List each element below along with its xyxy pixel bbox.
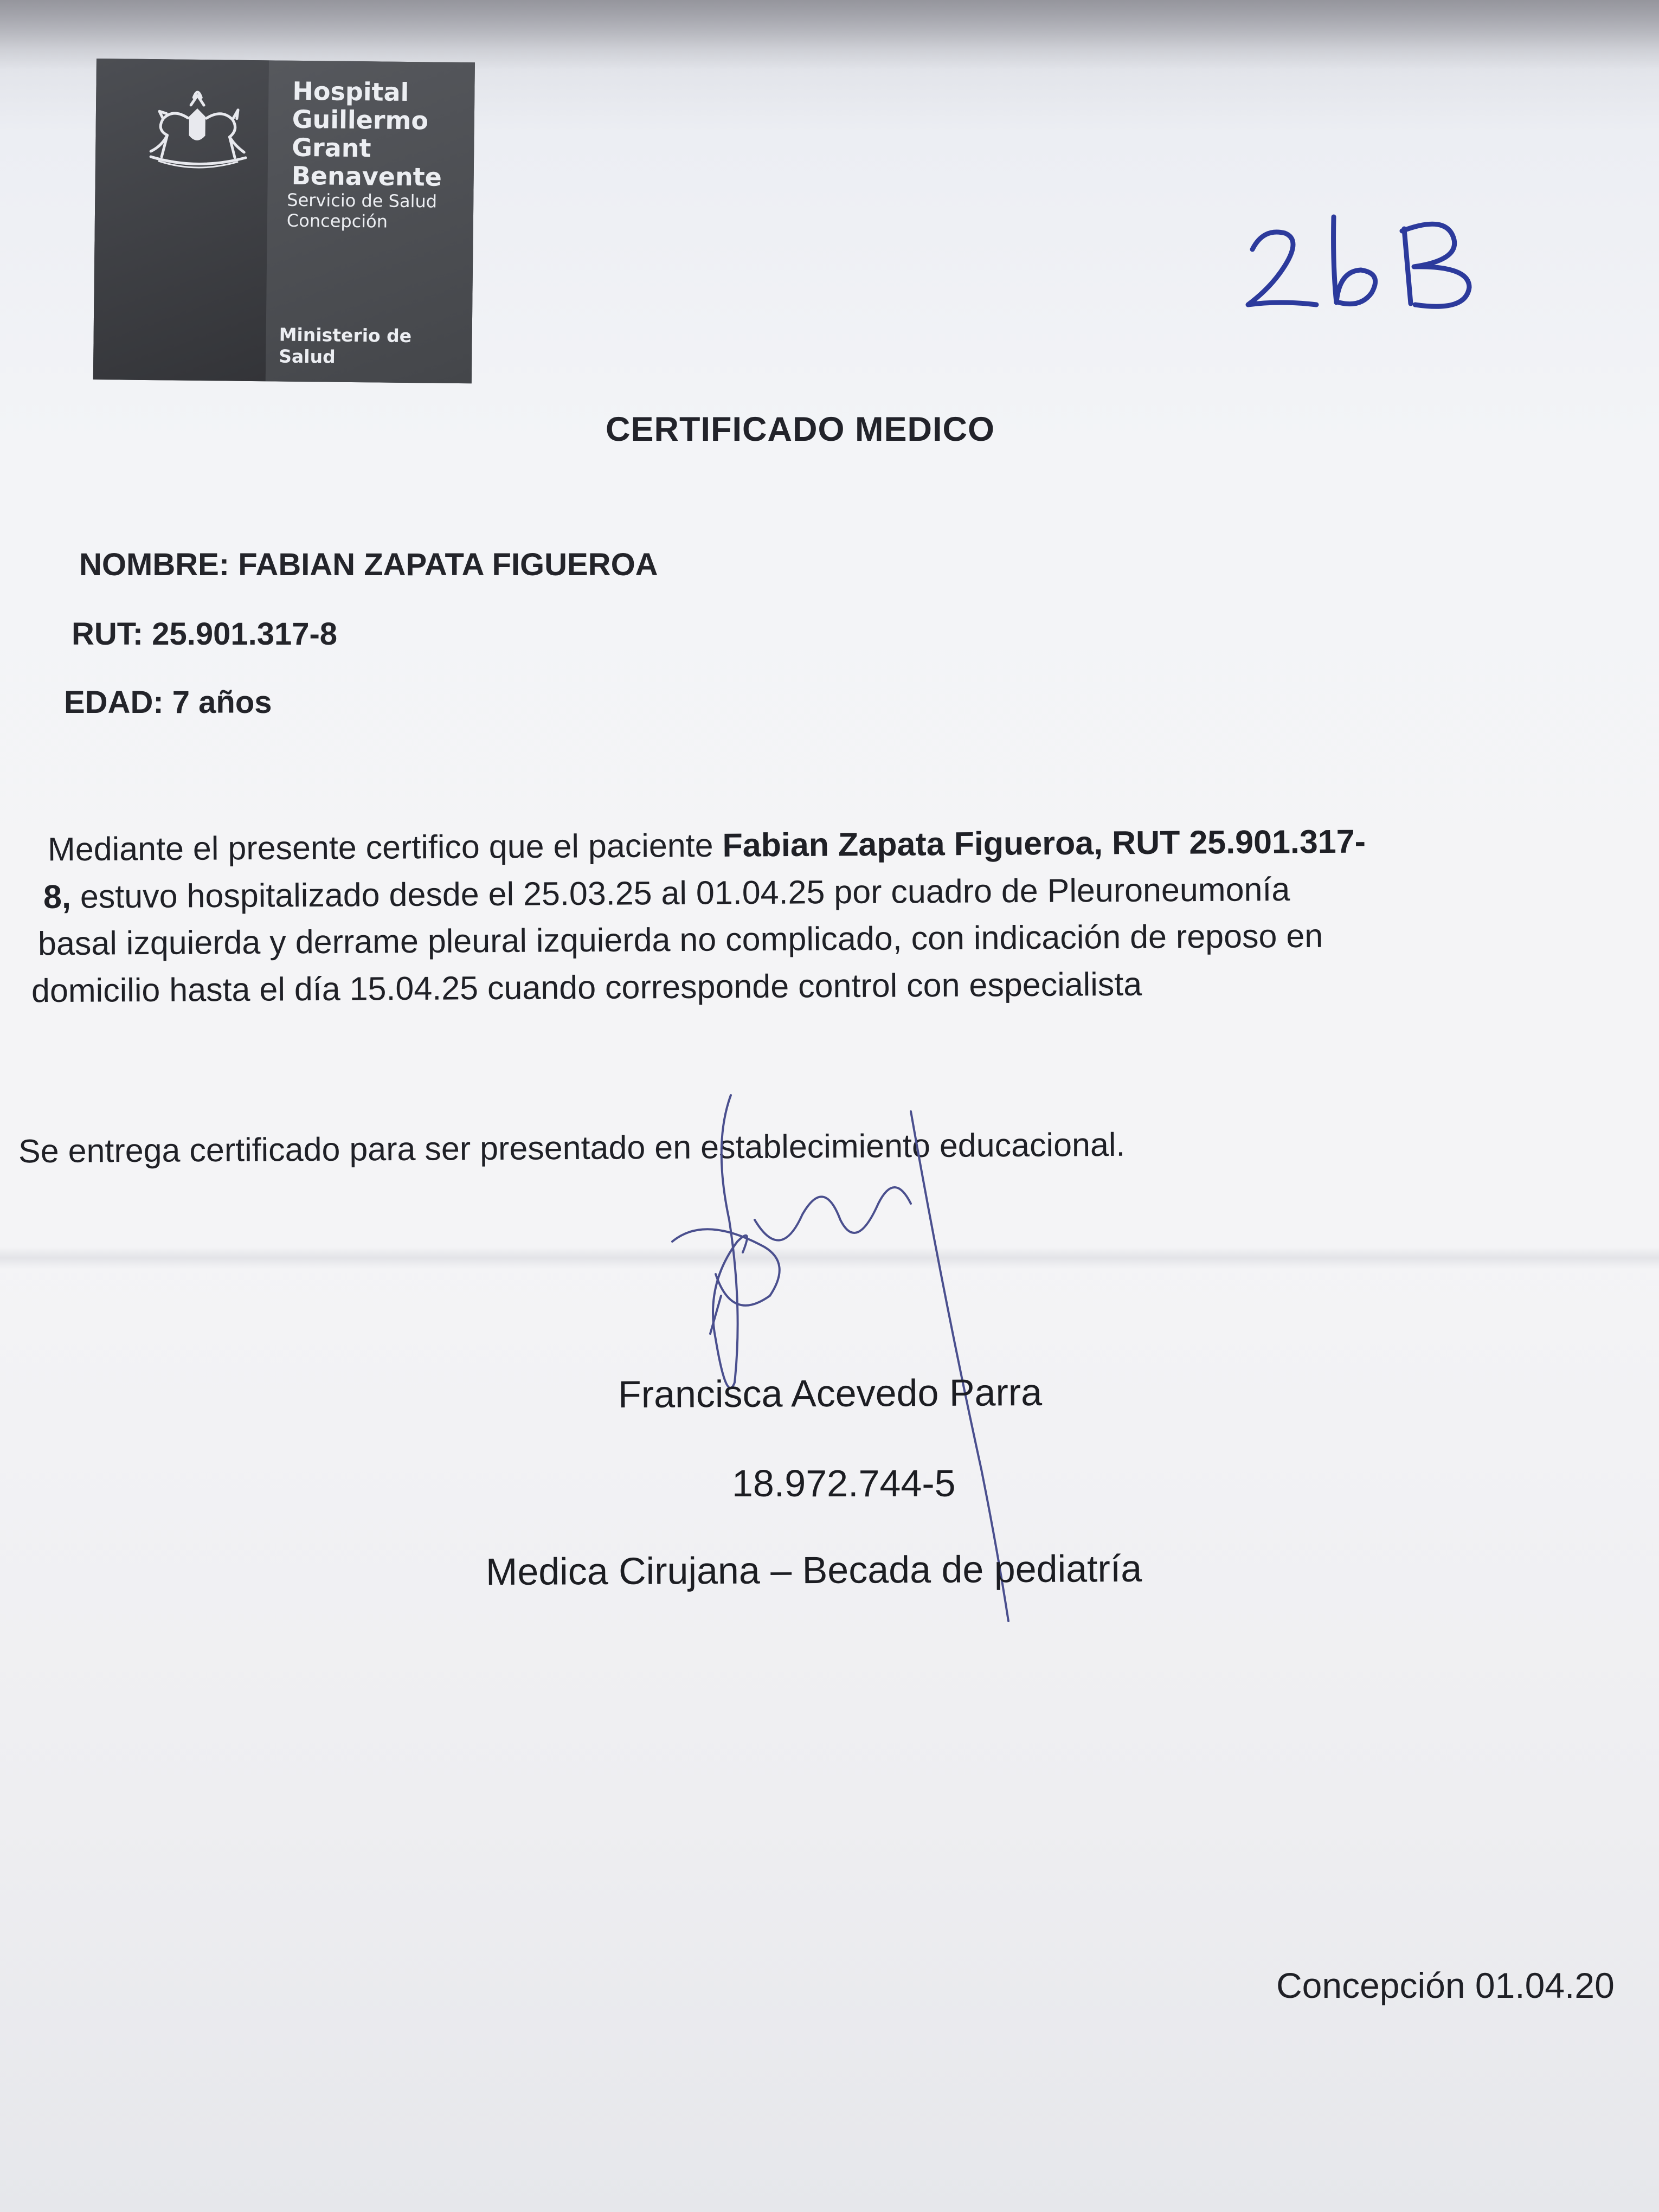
body-line-5: Se entrega certificado para ser presentado en establecimiento educacional. xyxy=(18,1126,1126,1170)
logo-ministry-text xyxy=(279,324,411,369)
logo-service-line: Concepción xyxy=(286,210,388,232)
patient-age: EDAD: 7 años xyxy=(64,685,272,720)
signer-name: Francisca Acevedo Parra xyxy=(618,1371,1043,1416)
signer-title: Medica Cirujana – Becada de pediatría xyxy=(485,1547,1142,1593)
logo-hospital-line: Grant xyxy=(292,132,371,163)
logo-text-block xyxy=(286,76,443,233)
paper-fold xyxy=(0,1247,1659,1269)
logo-hospital-line: Benavente xyxy=(291,160,442,192)
handwritten-note-drawing xyxy=(1242,206,1480,336)
patient-rut: RUT: 25.901.317-8 xyxy=(72,616,338,652)
body-line-3: basal izquierda y derrame pleural izquierda no complicado, con indicación de reposo en xyxy=(37,917,1323,962)
body-line-2-text: estuvo hospitalizado desde el 25.03.25 al 01.04.25 por cuadro de Pleuroneumonía xyxy=(70,870,1290,915)
body-line-1-bold: Fabian Zapata Figueroa, RUT 25.901.317- xyxy=(722,822,1366,864)
signer-rut: 18.972.744-5 xyxy=(732,1462,956,1504)
logo-ministry-line: Salud xyxy=(279,345,336,368)
patient-name: NOMBRE: FABIAN ZAPATA FIGUEROA xyxy=(79,547,658,582)
place-and-date: Concepción 01.04.20 xyxy=(1276,1965,1615,2005)
document-title: CERTIFICADO MEDICO xyxy=(606,410,995,448)
logo-hospital-line: Guillermo xyxy=(292,104,429,136)
body-line-4: domicilio hasta el día 15.04.25 cuando corresponde control con especialista xyxy=(31,965,1142,1009)
hospital-letterhead-logo xyxy=(93,59,475,383)
logo-service-line: Servicio de Salud xyxy=(287,189,438,212)
body-line-1-text: Mediante el presente certifico que el paciente xyxy=(47,826,723,868)
body-line-2 xyxy=(43,870,1290,916)
body-line-1 xyxy=(48,822,1366,869)
handwritten-note xyxy=(1242,206,1480,336)
coat-of-arms-icon xyxy=(129,75,266,175)
logo-hospital-line: Hospital xyxy=(292,76,409,107)
body-line-2-bold: 8, xyxy=(43,878,72,916)
logo-ministry-line: Ministerio de xyxy=(279,324,412,347)
